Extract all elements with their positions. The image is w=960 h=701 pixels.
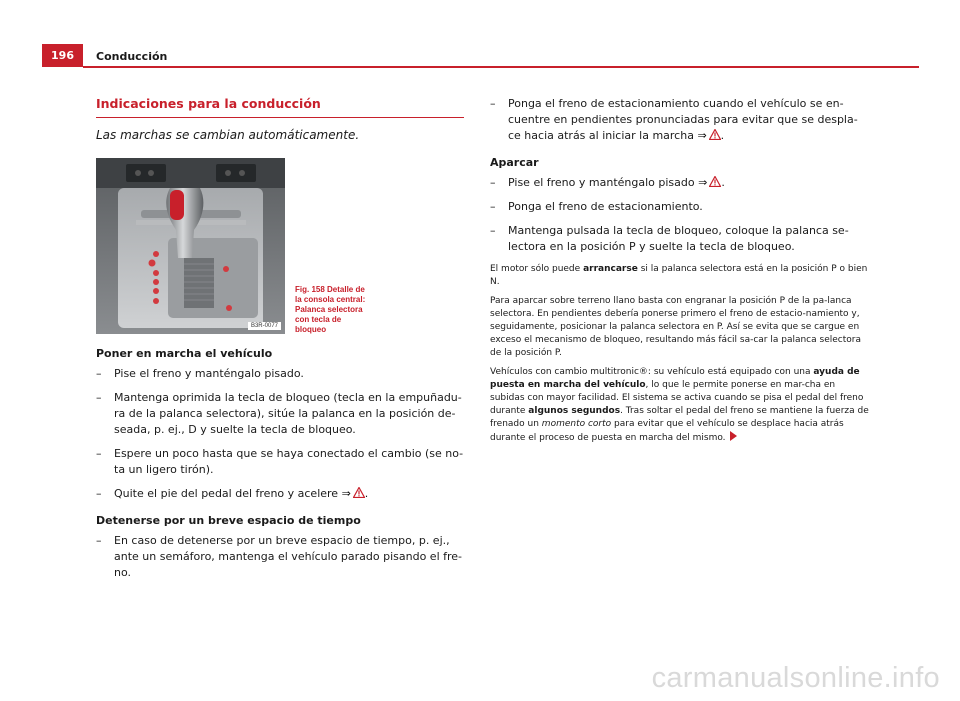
running-header: Conducción — [96, 50, 168, 63]
list-item: – En caso de detenerse por un breve espacio de tiempo, p. ej., ante un semáforo, mantenga el vehículo parado pisando el fre-no. — [96, 534, 463, 579]
list-item: – Quite el pie del pedal del freno y acelere ⇒ . — [96, 487, 369, 500]
figure — [96, 158, 464, 335]
watermark: carmanualsonline.info — [651, 662, 940, 694]
list-item: – Mantenga pulsada la tecla de bloqueo, coloque la palanca se-lectora en la posición P y suelte la tecla de bloqueo. — [490, 224, 849, 253]
list-item: – Ponga el freno de estacionamiento cuando el vehículo se en-cuentre en pendientes pronunciadas para evitar que se despla-ce hacia atrás al iniciar la marcha ⇒ . — [490, 97, 858, 142]
warning-icon — [353, 487, 365, 498]
figure-caption: Fig. 158 Detalle de la consola central: Palanca selectora con tecla de bloqueo — [295, 285, 366, 334]
warning-icon — [709, 129, 721, 140]
page-number: 196 — [42, 44, 83, 67]
header-rule — [83, 66, 919, 68]
subheading-stop: Detenerse por un breve espacio de tiempo — [96, 514, 361, 527]
list-item: – Mantenga oprimida la tecla de bloqueo (tecla en la empuñadu-ra de la palanca selectora), sitúe la palanca en la posición de-seada, p. ej., D y suelte la tecla de bloqueo. — [96, 391, 462, 436]
note-parking: Para aparcar sobre terreno llano basta con engranar la posición P de la pa-lanca selectora. En pendientes debería ponerse primero el freno de estacio-namiento y, seguidamente, posicionar la palanca selectora en P. Así se evita que se cargue en exceso el mecanismo de bloqueo, resultando más fácil sa-car la palanca selectora de la posición P. — [490, 296, 861, 358]
subheading-start: Poner en marcha el vehículo — [96, 347, 273, 360]
figure-code: B3R-0077 — [248, 322, 281, 330]
list-item: – Pise el freno y manténgalo pisado. — [96, 367, 304, 380]
left-column — [96, 96, 464, 589]
note-start-engine: El motor sólo puede arrancarse si la palanca selectora está en la posición P o bien N. — [490, 264, 868, 287]
lead-text: Las marchas se cambian automáticamente. — [96, 128, 360, 142]
figure-image — [96, 158, 285, 334]
right-column — [490, 96, 870, 451]
section-title: Indicaciones para la conducción — [96, 96, 321, 111]
list-item: – Pise el freno y manténgalo pisado ⇒ . — [490, 176, 725, 189]
list-item: – Ponga el freno de estacionamiento. — [490, 200, 703, 213]
warning-icon — [709, 176, 721, 187]
list-item: – Espere un poco hasta que se haya conectado el cambio (se no-ta un ligero tirón). — [96, 447, 464, 476]
note-multitronic: Vehículos con cambio multitronic®: su vehículo está equipado con una ayuda de puesta en marcha del vehículo, lo que le permite ponerse en mar-cha en subidas con mayor facilidad. El sistema se activa cuando se pisa el pedal del freno durante algunos segundos. Tras soltar el pedal del freno se mantiene la fuerza de frenado un momento corto para evitar que el vehículo se desplace hacia atrás durante el proceso de puesta en marcha del mismo. — [490, 367, 869, 443]
subheading-park: Aparcar — [490, 156, 539, 169]
continue-arrow-icon — [730, 431, 737, 441]
section-rule — [96, 117, 464, 118]
